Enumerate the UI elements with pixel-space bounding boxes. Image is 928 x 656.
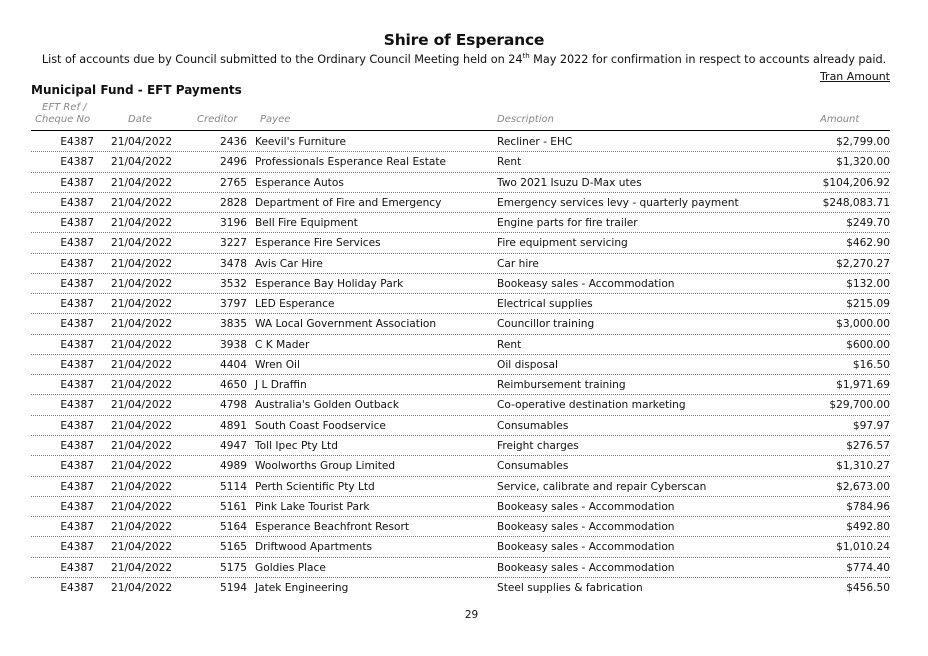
payee-cell: C K Mader xyxy=(255,338,310,351)
description-cell: Electrical supplies xyxy=(497,298,593,311)
table-row xyxy=(31,517,890,537)
eft-ref-cell: E4387 xyxy=(60,541,94,554)
eft-ref-cell: E4387 xyxy=(60,277,94,290)
document-title: Shire of Esperance xyxy=(383,31,545,49)
date-cell: 21/04/2022 xyxy=(111,318,173,331)
column-header-payee: Payee xyxy=(260,114,291,125)
payee-cell: LED Esperance xyxy=(255,298,335,311)
amount-cell: $774.40 xyxy=(846,561,890,574)
description-cell: Engine parts for fire trailer xyxy=(497,217,638,230)
amount-cell: $276.57 xyxy=(846,439,890,452)
table-row xyxy=(31,193,890,213)
payee-cell: South Coast Foodservice xyxy=(255,419,386,432)
date-cell: 21/04/2022 xyxy=(111,358,173,371)
amount-cell: $2,673.00 xyxy=(836,480,890,493)
eft-ref-cell: E4387 xyxy=(60,298,94,311)
table-row xyxy=(31,294,890,314)
header-divider xyxy=(31,130,890,131)
table-row xyxy=(31,558,890,578)
date-cell: 21/04/2022 xyxy=(111,237,173,250)
eft-ref-cell: E4387 xyxy=(60,480,94,493)
table-row xyxy=(31,375,890,395)
table-row xyxy=(31,173,890,193)
date-cell: 21/04/2022 xyxy=(111,521,173,534)
table-row xyxy=(31,436,890,456)
amount-cell: $1,310.27 xyxy=(836,460,890,473)
eft-ref-cell: E4387 xyxy=(60,196,94,209)
creditor-cell: 5165 xyxy=(220,541,247,554)
amount-cell: $215.09 xyxy=(846,298,890,311)
payee-cell: Esperance Bay Holiday Park xyxy=(255,277,404,290)
table-row xyxy=(31,132,890,152)
creditor-cell: 5114 xyxy=(220,480,247,493)
creditor-cell: 3797 xyxy=(220,298,247,311)
payee-cell: Perth Scientific Pty Ltd xyxy=(255,480,375,493)
creditor-cell: 5194 xyxy=(220,581,247,594)
date-cell: 21/04/2022 xyxy=(111,298,173,311)
eft-ref-cell: E4387 xyxy=(60,136,94,148)
tran-amount-label: Tran Amount xyxy=(819,70,890,83)
table-row xyxy=(31,416,890,436)
document-subtitle xyxy=(0,53,928,66)
table-row xyxy=(31,254,890,274)
creditor-cell: 4989 xyxy=(220,460,247,473)
subtitle-text-post: May 2022 for confirmation in respect to accounts already paid. xyxy=(529,53,887,66)
column-header-date: Date xyxy=(128,114,152,125)
description-cell: Bookeasy sales - Accommodation xyxy=(497,500,675,513)
table-row xyxy=(31,152,890,172)
amount-cell: $784.96 xyxy=(846,500,890,513)
amount-cell: $2,799.00 xyxy=(836,136,890,148)
eft-ref-cell: E4387 xyxy=(60,358,94,371)
creditor-cell: 4650 xyxy=(220,379,247,392)
description-cell: Bookeasy sales - Accommodation xyxy=(497,277,675,290)
date-cell: 21/04/2022 xyxy=(111,419,173,432)
subtitle-text-pre: List of accounts due by Council submitted to the Ordinary Council Meeting held on 24 xyxy=(41,53,523,66)
column-header-description: Description xyxy=(497,114,554,125)
eft-ref-cell: E4387 xyxy=(60,257,94,270)
date-cell: 21/04/2022 xyxy=(111,399,173,412)
creditor-cell: 3532 xyxy=(220,277,247,290)
table-row xyxy=(31,233,890,253)
payee-cell: Jatek Engineering xyxy=(255,581,349,594)
creditor-cell: 2828 xyxy=(220,196,247,209)
date-cell: 21/04/2022 xyxy=(111,541,173,554)
creditor-cell: 5175 xyxy=(220,561,247,574)
table-row xyxy=(31,395,890,415)
payee-cell: Keevil's Furniture xyxy=(255,136,346,148)
date-cell: 21/04/2022 xyxy=(111,196,173,209)
date-cell: 21/04/2022 xyxy=(111,439,173,452)
date-cell: 21/04/2022 xyxy=(111,561,173,574)
description-cell: Emergency services levy - quarterly payment xyxy=(497,196,739,209)
payee-cell: Professionals Esperance Real Estate xyxy=(255,156,447,169)
eft-ref-cell: E4387 xyxy=(60,338,94,351)
date-cell: 21/04/2022 xyxy=(111,338,173,351)
amount-cell: $1,010.24 xyxy=(836,541,890,554)
table-row xyxy=(31,477,890,497)
payee-cell: Pink Lake Tourist Park xyxy=(255,500,370,513)
amount-cell: $492.80 xyxy=(846,521,890,534)
eft-ref-cell: E4387 xyxy=(60,521,94,534)
date-cell: 21/04/2022 xyxy=(111,176,173,189)
amount-cell: $97.97 xyxy=(852,419,890,432)
eft-ref-cell: E4387 xyxy=(60,419,94,432)
creditor-cell: 4891 xyxy=(220,419,247,432)
description-cell: Rent xyxy=(497,156,522,169)
description-cell: Oil disposal xyxy=(497,358,558,371)
payee-cell: Wren Oil xyxy=(255,358,300,371)
description-cell: Fire equipment servicing xyxy=(497,237,628,250)
table-row xyxy=(31,274,890,294)
date-cell: 21/04/2022 xyxy=(111,217,173,230)
table-row xyxy=(31,213,890,233)
subtitle-superscript: th xyxy=(522,52,530,61)
creditor-cell: 5161 xyxy=(220,500,247,513)
amount-cell: $600.00 xyxy=(846,338,890,351)
amount-cell: $462.90 xyxy=(846,237,890,250)
eft-ref-cell: E4387 xyxy=(60,318,94,331)
date-cell: 21/04/2022 xyxy=(111,136,173,148)
eft-ref-cell: E4387 xyxy=(60,379,94,392)
amount-cell: $3,000.00 xyxy=(836,318,890,331)
page-number: 29 xyxy=(464,609,479,621)
amount-cell: $1,320.00 xyxy=(836,156,890,169)
amount-cell: $132.00 xyxy=(846,277,890,290)
payee-cell: Australia's Golden Outback xyxy=(255,399,399,412)
description-cell: Two 2021 Isuzu D-Max utes xyxy=(497,176,642,189)
column-header-ref-line2: Cheque No xyxy=(35,114,91,125)
creditor-cell: 3938 xyxy=(220,338,247,351)
description-cell: Bookeasy sales - Accommodation xyxy=(497,541,675,554)
column-header-creditor: Creditor xyxy=(197,114,238,125)
date-cell: 21/04/2022 xyxy=(111,500,173,513)
date-cell: 21/04/2022 xyxy=(111,379,173,392)
creditor-cell: 3196 xyxy=(220,217,247,230)
creditor-cell: 5164 xyxy=(220,521,247,534)
eft-ref-cell: E4387 xyxy=(60,176,94,189)
date-cell: 21/04/2022 xyxy=(111,581,173,594)
amount-cell: $249.70 xyxy=(846,217,890,230)
description-cell: Consumables xyxy=(497,460,569,473)
description-cell: Rent xyxy=(497,338,522,351)
creditor-cell: 3478 xyxy=(220,257,247,270)
payee-cell: Avis Car Hire xyxy=(255,257,323,270)
eft-ref-cell: E4387 xyxy=(60,581,94,594)
table-row xyxy=(31,355,890,375)
description-cell: Consumables xyxy=(497,419,569,432)
eft-ref-cell: E4387 xyxy=(60,460,94,473)
payee-cell: Goldies Place xyxy=(255,561,326,574)
date-cell: 21/04/2022 xyxy=(111,480,173,493)
table-row xyxy=(31,456,890,476)
creditor-cell: 3835 xyxy=(220,318,247,331)
table-row xyxy=(31,578,890,598)
description-cell: Bookeasy sales - Accommodation xyxy=(497,561,675,574)
description-cell: Freight charges xyxy=(497,439,579,452)
payee-cell: Department of Fire and Emergency xyxy=(255,196,442,209)
eft-ref-cell: E4387 xyxy=(60,217,94,230)
column-header-ref xyxy=(42,102,87,114)
description-cell: Reimbursement training xyxy=(497,379,626,392)
amount-cell: $1,971.69 xyxy=(836,379,890,392)
description-cell: Bookeasy sales - Accommodation xyxy=(497,521,675,534)
eft-ref-cell: E4387 xyxy=(60,156,94,169)
amount-cell: $456.50 xyxy=(846,581,890,594)
payee-cell: Esperance Autos xyxy=(255,176,344,189)
description-cell: Steel supplies & fabrication xyxy=(497,581,643,594)
description-cell: Car hire xyxy=(497,257,539,270)
date-cell: 21/04/2022 xyxy=(111,156,173,169)
payee-cell: WA Local Government Association xyxy=(255,318,437,331)
creditor-cell: 2436 xyxy=(220,136,247,148)
creditor-cell: 4404 xyxy=(220,358,247,371)
table-row xyxy=(31,314,890,334)
payee-cell: Woolworths Group Limited xyxy=(255,460,396,473)
creditor-cell: 3227 xyxy=(220,237,247,250)
description-cell: Councillor training xyxy=(497,318,595,331)
table-row xyxy=(31,497,890,517)
eft-ref-cell: E4387 xyxy=(60,399,94,412)
payee-cell: Bell Fire Equipment xyxy=(255,217,358,230)
column-header-ref-line1: EFT Ref / xyxy=(42,102,87,113)
creditor-cell: 2496 xyxy=(220,156,247,169)
date-cell: 21/04/2022 xyxy=(111,257,173,270)
payee-cell: Driftwood Apartments xyxy=(255,541,373,554)
payee-cell: Esperance Fire Services xyxy=(255,237,381,250)
eft-ref-cell: E4387 xyxy=(60,561,94,574)
column-header-amount: Amount xyxy=(820,114,860,125)
payee-cell: Toll Ipec Pty Ltd xyxy=(255,439,338,452)
payee-cell: J L Draffin xyxy=(255,379,307,392)
creditor-cell: 4947 xyxy=(220,439,247,452)
eft-ref-cell: E4387 xyxy=(60,237,94,250)
eft-ref-cell: E4387 xyxy=(60,439,94,452)
description-cell: Recliner - EHC xyxy=(497,136,573,148)
date-cell: 21/04/2022 xyxy=(111,460,173,473)
amount-cell: $16.50 xyxy=(852,358,890,371)
payments-table xyxy=(31,132,890,598)
creditor-cell: 4798 xyxy=(220,399,247,412)
payee-cell: Esperance Beachfront Resort xyxy=(255,521,410,534)
table-row xyxy=(31,537,890,557)
table-row xyxy=(31,335,890,355)
amount-cell: $248,083.71 xyxy=(822,196,890,209)
amount-cell: $2,270.27 xyxy=(836,257,890,270)
eft-ref-cell: E4387 xyxy=(60,500,94,513)
amount-cell: $29,700.00 xyxy=(829,399,890,412)
date-cell: 21/04/2022 xyxy=(111,277,173,290)
description-cell: Co-operative destination marketing xyxy=(497,399,686,412)
creditor-cell: 2765 xyxy=(220,176,247,189)
section-heading: Municipal Fund - EFT Payments xyxy=(31,83,242,97)
description-cell: Service, calibrate and repair Cyberscan xyxy=(497,480,707,493)
amount-cell: $104,206.92 xyxy=(822,176,890,189)
